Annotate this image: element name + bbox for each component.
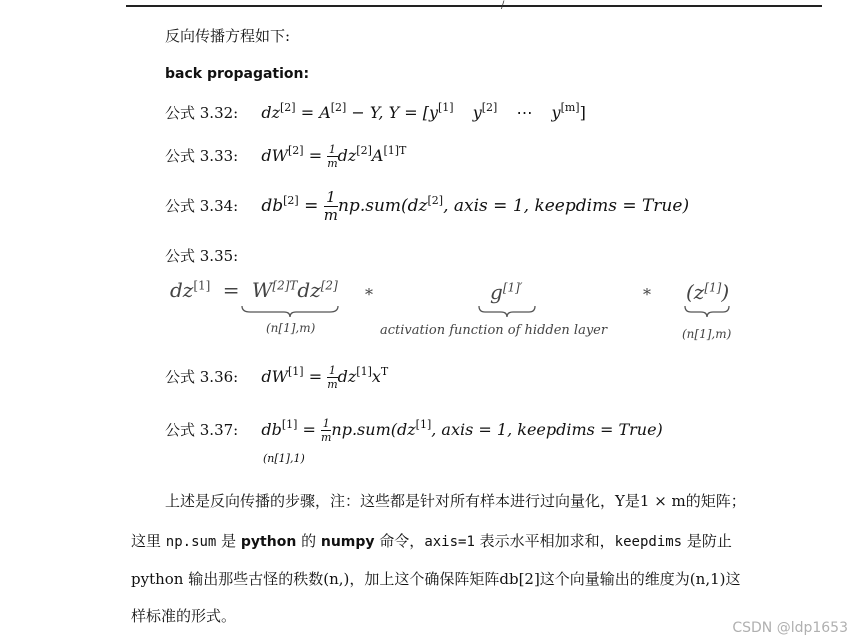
term-z: (z[1]) <box>686 280 730 304</box>
underbrace-2-label: activation function of hidden layer <box>380 323 608 338</box>
paragraph-line-4: 样标准的形式。 <box>131 607 237 625</box>
code-np-sum: np.sum <box>165 534 217 550</box>
paragraph-line-2: 这里 np.sum 是 python 的 numpy 命令，axis=1 表示水平相加求和，keepdims 是防止 <box>131 532 732 550</box>
underbrace-2 <box>477 304 537 318</box>
equation-body: db[2] = $\frac{1}{m}$ np.sum(dz[2], axis = 1, keepdims = True) <box>261 188 690 224</box>
underbrace-1 <box>240 304 340 318</box>
equation-3-35-label: 公式 3.35: <box>165 247 239 265</box>
paragraph-line-3: python 输出那些古怪的秩数(n,)，加上这个确保阵矩阵db[2]这个向量输出的维度为(n,1)这 <box>131 570 741 588</box>
equation-body: dz[2] = A[2] − Y, Y = [y[1] y[2] ⋯ y[m]] <box>261 101 586 122</box>
section-heading: back propagation: <box>165 66 310 82</box>
equation-body: db[1] = $\frac{1}{m}$ np.sum(dz[1], axis = 1, keepdims = True) <box>261 417 663 444</box>
equation-3-32 <box>165 101 586 123</box>
equation-body: dW[2] = $\frac{1}{m}$ $dz[2]A^{[1]T}$ <box>261 143 407 170</box>
equation-3-36 <box>165 365 388 390</box>
fraction: $\frac{1}{m}$ <box>323 188 338 224</box>
bold-python: python <box>240 534 297 550</box>
code-axis: axis=1 <box>424 534 475 550</box>
paragraph-line-1: 上述是反向传播的步骤，注：这些都是针对所有样本进行过向量化，Y是1 × m的矩阵； <box>165 492 746 510</box>
equation-3-37-under: (n[1],1) <box>263 452 305 465</box>
bold-numpy: numpy <box>320 534 375 550</box>
equation-label: 公式 3.36: <box>165 368 239 386</box>
underbrace-3-label: (n[1],m) <box>682 327 732 341</box>
equation-body: dW[1] = $\frac{1}{m}$ $dz[1]x^T$ <box>261 364 389 391</box>
fraction: $\frac{1}{m}$ <box>327 364 338 391</box>
term-g-prime: $g^{[1]'}$ <box>490 280 523 304</box>
equation-label: 公式 3.32: <box>165 104 239 122</box>
equation-3-37 <box>165 418 663 443</box>
equation-3-35: $dz[1] = W^{[2]T}dz[2]$ <box>170 278 338 302</box>
csdn-watermark: CSDN @ldp1653 <box>732 620 848 636</box>
intro-text: 反向传播方程如下: <box>165 27 291 45</box>
fraction: $\frac{1}{m}$ <box>320 417 332 444</box>
top-tick: / <box>501 0 505 11</box>
star-1: * <box>365 285 373 304</box>
fraction: $\frac{1}{m}$ <box>327 143 338 170</box>
equation-3-34 <box>165 190 689 223</box>
underbrace-1-label: (n[1],m) <box>266 321 316 335</box>
equation-label: 公式 3.33: <box>165 147 239 165</box>
term-w-dz: $W^{[2]T}dz[2]$ <box>251 278 338 302</box>
equation-3-33 <box>165 144 406 169</box>
top-rule <box>126 5 822 7</box>
equation-label: 公式 3.34: <box>165 197 239 215</box>
underbrace-3 <box>683 304 731 318</box>
star-2: * <box>643 285 651 304</box>
equation-label: 公式 3.37: <box>165 421 239 439</box>
code-keepdims: keepdims <box>614 534 683 550</box>
